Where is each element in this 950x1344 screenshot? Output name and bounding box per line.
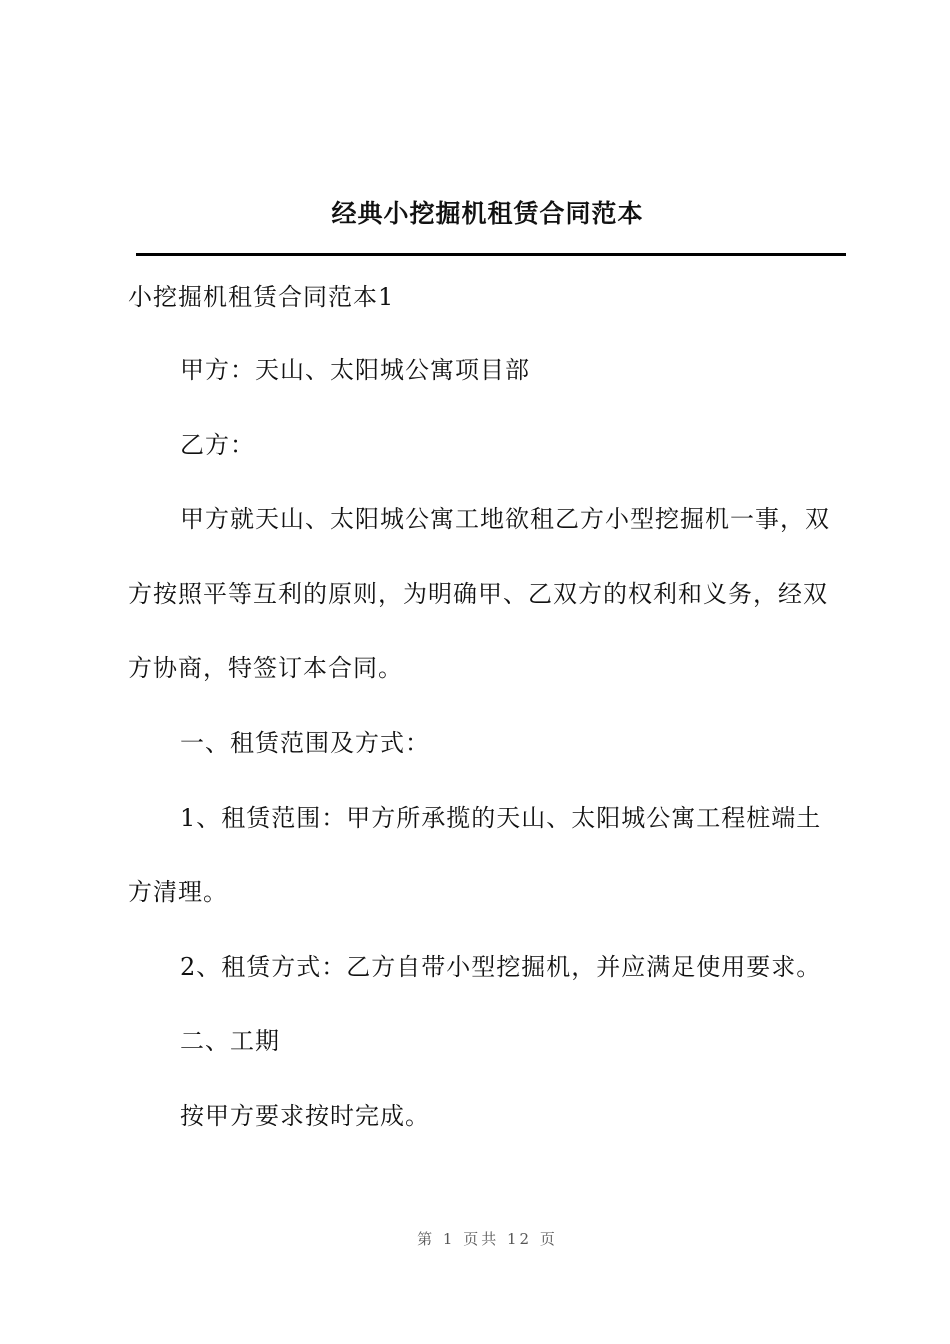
clause-heading: 一、租赁范围及方式：: [180, 729, 430, 757]
paragraph-line: 2、租赁方式：乙方自带小型挖掘机，并应满足使用要求。: [180, 953, 822, 981]
section-heading: 小挖掘机租赁合同范本1: [128, 283, 395, 311]
party-a-line: 甲方：天山、太阳城公寓项目部: [180, 356, 530, 384]
clause-heading: 二、工期: [180, 1027, 280, 1055]
paragraph-line: 1、租赁范围：甲方所承揽的天山、太阳城公寓工程桩端土: [180, 804, 822, 832]
paragraph-line: 方按照平等互利的原则，为明确甲、乙双方的权利和义务，经双: [128, 580, 828, 608]
page-footer: 第 1 页共 12 页: [417, 1230, 558, 1248]
paragraph-line: 甲方就天山、太阳城公寓工地欲租乙方小型挖掘机一事，双: [180, 505, 830, 533]
paragraph-line: 按甲方要求按时完成。: [180, 1102, 430, 1130]
paragraph-line: 方清理。: [128, 878, 228, 906]
party-b-line: 乙方：: [180, 431, 255, 459]
paragraph-line: 方协商，特签订本合同。: [128, 654, 403, 682]
document-title: 经典小挖掘机租赁合同范本: [331, 199, 644, 228]
title-underline: [136, 253, 846, 256]
